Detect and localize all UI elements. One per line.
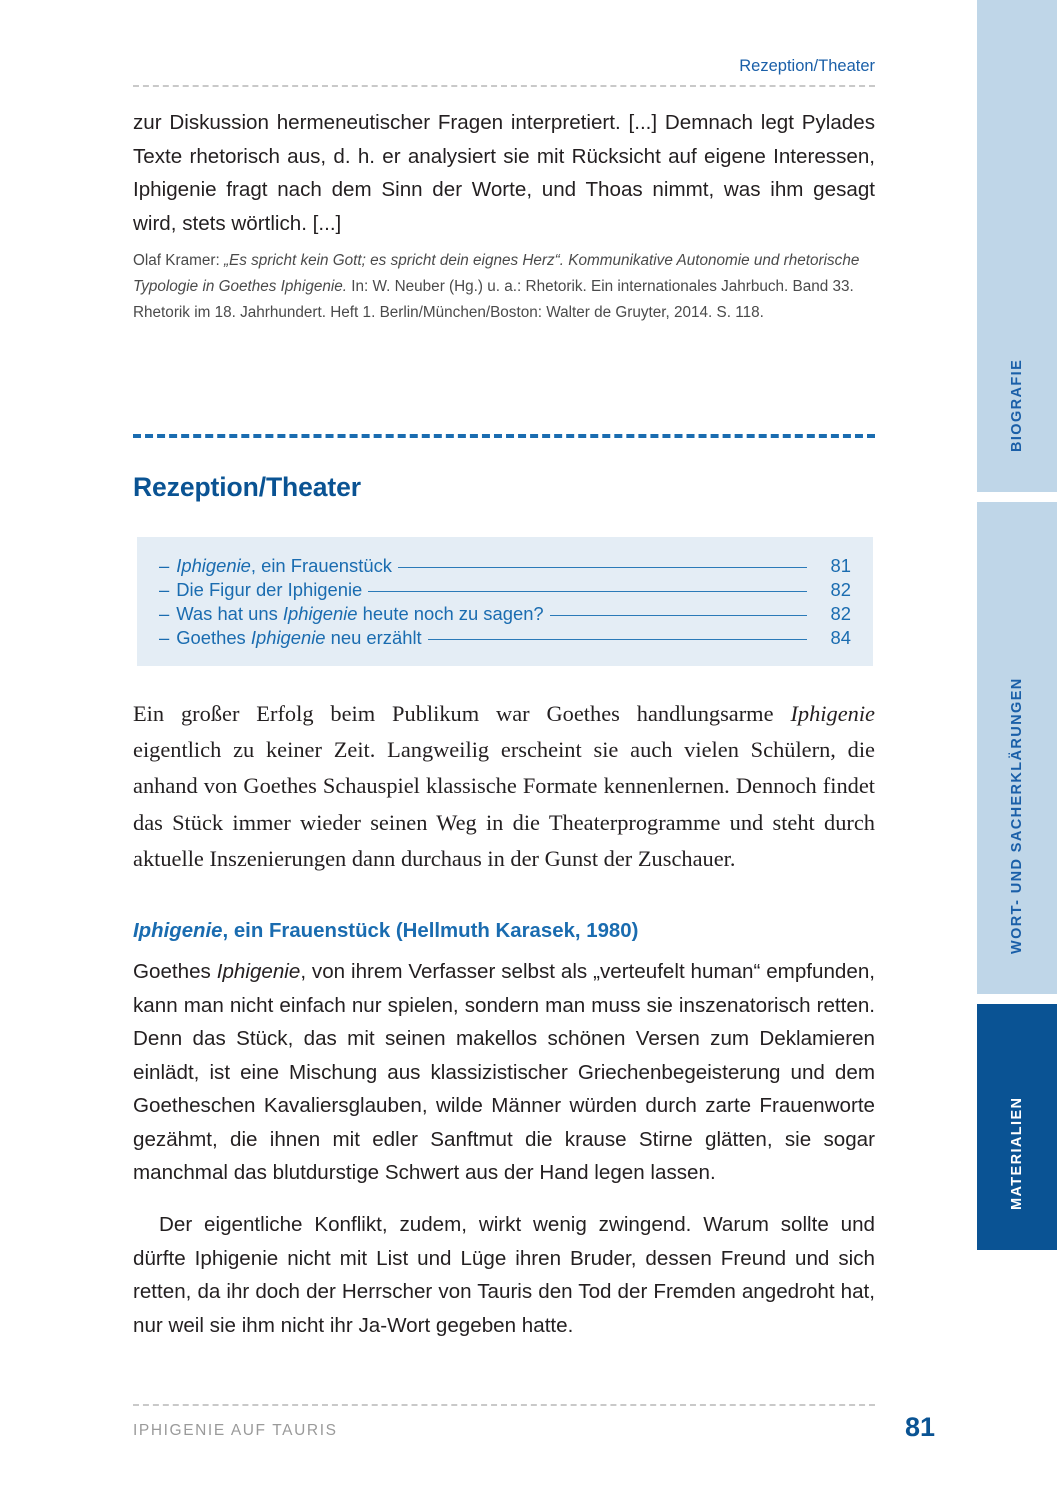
quotation-continuation: zur Diskussion hermeneutischer Fragen interpretiert. [...] Demnach legt Pylades Texte rhetorisch aus, d. h. er analysiert sie mit Rücksicht auf eigene Interessen, Iphigenie fragt nach dem Sinn der Worte, und Thoas nimmt, was ihm gesagt wird, stets wörtlich. [...]	[133, 111, 875, 235]
toc-item-title	[176, 554, 392, 578]
toc-dash: –	[159, 555, 170, 576]
toc-leader-line	[398, 567, 807, 568]
section-heading: Rezeption/Theater	[133, 472, 362, 502]
toc-dash: –	[159, 603, 170, 624]
toc-item-page: 82	[830, 579, 851, 600]
toc-item-title	[176, 602, 543, 626]
toc-item-title-pre: Goethes	[176, 627, 251, 648]
citation-title: „Es spricht kein Gott; es spricht dein eignes Herz“. Kommunikative Autonomie und rhetorische Typologie in Goethes Iphigenie.	[133, 252, 860, 295]
citation-author: Olaf Kramer:	[133, 252, 224, 269]
toc-row[interactable]	[159, 602, 851, 626]
sub-heading-italic: Iphigenie	[133, 920, 223, 942]
source-citation	[133, 248, 875, 325]
karasek-1-part-1: Goethes	[133, 960, 217, 983]
side-tab-biografie-label: BIOGRAFIE	[1008, 358, 1025, 452]
toc-leader-line	[428, 639, 807, 640]
toc-item-title-rest: , ein Frauenstück	[250, 555, 392, 576]
toc-row[interactable]	[159, 578, 851, 602]
side-tab-wort-und-sacherklaerungen[interactable]	[977, 502, 1057, 994]
side-tab-materialien-label: MATERIALIEN	[1008, 1096, 1025, 1210]
toc-item-title-italic: Iphigenie	[176, 555, 251, 576]
toc-dash: –	[159, 627, 170, 648]
page-number: 81	[905, 1412, 936, 1442]
section-contents-box	[137, 537, 873, 666]
toc-item-title	[176, 626, 421, 650]
intro-part-1: Ein großer Erfolg beim Publikum war Goethes handlungsarme	[133, 701, 791, 726]
side-tab-materialien[interactable]	[977, 1004, 1057, 1250]
toc-item-page: 81	[830, 555, 851, 576]
toc-leader-line	[550, 615, 807, 616]
section-divider	[133, 434, 875, 438]
toc-row[interactable]	[159, 626, 851, 650]
toc-dash: –	[159, 579, 170, 600]
toc-leader-line	[368, 591, 807, 592]
toc-item-title-pre: Was hat uns	[176, 603, 283, 624]
toc-item-title-italic: Iphigenie	[282, 603, 358, 624]
karasek-paragraph-2: Der eigentliche Konflikt, zudem, wirkt wenig zwingend. Warum sollte und dürfte Iphigenie nicht mit List und Lüge ihren Bruder, dessen Freund und sich retten, da ihr doch der Herrscher von Tauris den Tod der Fremden angedroht hat, nur weil sie ihm nicht ihr Ja-Wort gegeben hatte.	[133, 1213, 875, 1337]
toc-item-page: 84	[830, 627, 851, 648]
toc-item-title	[176, 578, 362, 602]
toc-row[interactable]	[159, 554, 851, 578]
karasek-1-italic-title: Iphigenie	[216, 960, 301, 983]
header-divider	[133, 85, 875, 87]
intro-part-2: eigentlich zu keiner Zeit. Langweilig erscheint sie auch vielen Schülern, die anhand von Goethes Schauspiel klassische Formate kennenlernen. Dennoch findet das Stück immer wieder seinen Weg in die Theaterprogramme und steht durch aktuelle Inszenierungen dann durchaus in der Gunst der Zuschauer.	[133, 737, 875, 871]
toc-item-title-rest: heute noch zu sagen?	[357, 603, 544, 624]
running-head: Rezeption/Theater	[739, 57, 875, 75]
toc-item-title-rest: Die Figur der Iphigenie	[176, 579, 363, 600]
citation-rest: In: W. Neuber (Hg.) u. a.: Rhetorik. Ein internationales Jahrbuch. Band 33. Rhetorik im 18. Jahrhundert. Heft 1. Berlin/München/Boston: Walter de Gruyter, 2014. S. 118.	[133, 277, 854, 321]
karasek-1-part-2: , von ihrem Verfasser selbst als „verteufelt human“ empfunden, kann man nicht einfach nur spielen, sondern man muss sie inszenatorisch retten. Denn das Stück, das mit seinen makellos schönen Versen zum Deklamieren einlädt, ist eine Mischung aus klassizistischer Griechenbegeisterung und dem Goetheschen Kavaliersglauben, wilde Männer würden durch zarte Frauenworte gezähmt, die ihnen mit edler Sanftmut die krause Stirne glätten, sie sogar manchmal das blutdurstige Schwert aus der Hand legen lassen.	[133, 960, 876, 1184]
intro-paragraph	[133, 696, 875, 877]
toc-item-title-rest: neu erzählt	[325, 627, 422, 648]
footer-divider	[133, 1404, 875, 1406]
toc-item-title-italic: Iphigenie	[250, 627, 326, 648]
side-tab-wort-und-sacherklaerungen-label: WORT- UND SACHERKLÄRUNGEN	[1008, 676, 1025, 954]
sub-heading-rest: , ein Frauenstück (Hellmuth Karasek, 1980)	[222, 920, 639, 942]
sub-heading	[133, 920, 638, 943]
toc-item-page: 82	[830, 603, 851, 624]
footer-book-title: IPHIGENIE AUF TAURIS	[133, 1422, 338, 1439]
side-tab-biografie[interactable]	[977, 0, 1057, 492]
karasek-paragraph-1	[133, 955, 875, 1190]
intro-italic-title: Iphigenie	[790, 701, 875, 726]
section-tab-rail	[965, 0, 1057, 1500]
